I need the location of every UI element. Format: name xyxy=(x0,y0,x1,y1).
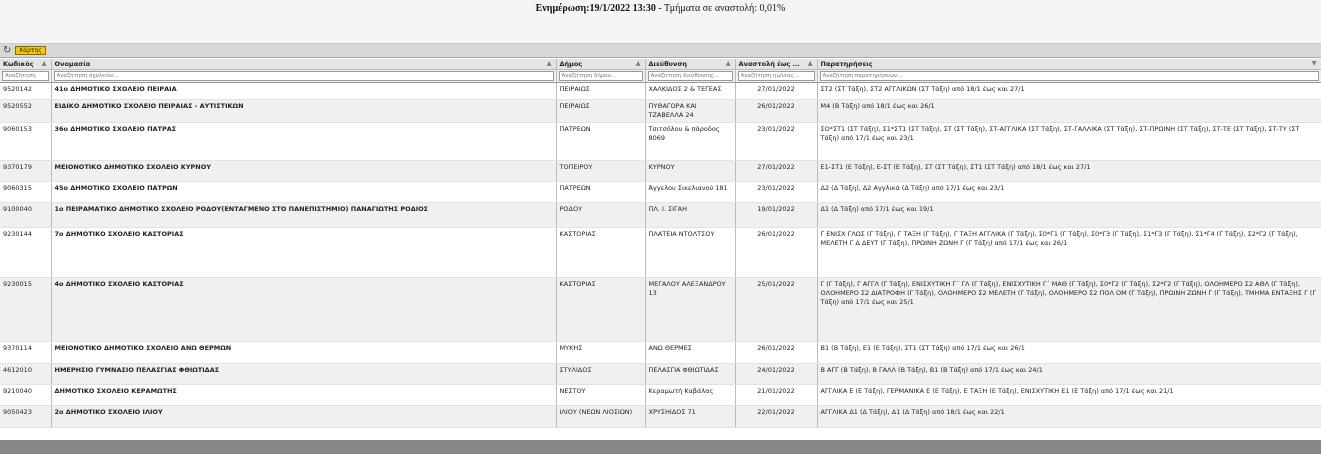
cell-address: ΧΑΛΚΙΔΟΣ 2 & ΤΕΓΕΑΣ xyxy=(645,83,735,100)
page-header xyxy=(0,0,1321,44)
date-filter-input[interactable] xyxy=(738,71,815,81)
cell-suspension-date: 23/01/2022 xyxy=(735,182,817,203)
sort-arrow-icon: ▲ xyxy=(725,60,731,67)
cell-code: 9370179 xyxy=(0,161,51,182)
cell-suspension-date: 25/01/2022 xyxy=(735,278,817,342)
cell-code: 9050423 xyxy=(0,406,51,428)
cell-suspension-date: 26/01/2022 xyxy=(735,342,817,364)
cell-school-name: 41ο ΔΗΜΟΤΙΚΟ ΣΧΟΛΕΙΟ ΠΕΙΡΑΙΑ xyxy=(51,83,556,100)
table-row[interactable] xyxy=(0,364,1321,385)
name-filter-input[interactable] xyxy=(54,71,554,81)
cell-address: ΧΡΥΣΗΙΔΟΣ 71 xyxy=(645,406,735,428)
cell-address: ΠΛ. Ι. ΣΙΓΑΗ xyxy=(645,203,735,228)
cell-code: 9520142 xyxy=(0,83,51,100)
cell-code: 9230144 xyxy=(0,228,51,278)
cell-school-name: ΜΕΙΟΝΟΤΙΚΟ ΔΗΜΟΤΙΚΟ ΣΧΟΛΕΙΟ ΚΥΡΝΟΥ xyxy=(51,161,556,182)
cell-notes: ΣΟ*ΣΤ1 (ΣΤ Τάξη), Σ1*ΣΤ1 (ΣΤ Τάξη), ΣΤ (ΣΤ Τάξη), ΣΤ-ΑΓΓΛΙΚΑ (ΣΤ Τάξη), ΣΤ-ΓΑΛΛΙΚΑ (ΣΤ Τάξη), ΣΤ-ΠΡΩΙΝΗ (ΣΤ Τάξη), ΣΤ-ΤΕ (ΣΤ Τάξη), ΣΤ-ΤΥ (ΣΤ Τάξη) από 17/1 έως και 23/1 xyxy=(817,123,1321,161)
cell-notes: ΑΓΓΛΙΚΑ Ε (Ε Τάξη), ΓΕΡΜΑΝΙΚΑ Ε (Ε Τάξη), Ε ΤΑΞΗ (Ε Τάξη), ΕΝΙΣΧΥΤΙΚΗ Ε1 (Ε Τάξη) από 17/1 έως και 21/1 xyxy=(817,385,1321,406)
table-row[interactable] xyxy=(0,228,1321,278)
cell-code: 9520552 xyxy=(0,100,51,123)
page-title xyxy=(0,3,1321,14)
cell-suspension-date: 22/01/2022 xyxy=(735,406,817,428)
cell-notes: Γ (Γ Τάξη), Γ ΑΓΓΛ (Γ Τάξη), ΕΝΙΣΧΥΤΙΚΗ Γ΄ ΓΛ (Γ Τάξη), ΕΝΙΣΧΥΤΙΚΗ Γ΄ ΜΑΘ (Γ Τάξη), Σ0*Γ2 (Γ Τάξη), Σ2*Γ2 (Γ Τάξη), ΟΛΟΗΜΕΡΟ Σ2 ΑΘΛ (Γ Τάξη), ΟΛΟΗΜΕΡΟ Σ2 ΔΙΑΤΡΟΦΗ (Γ Τάξη), ΟΛΟΗΜΕΡΟ Σ2 ΜΕΛΕΤΗ (Γ Τάξη), ΟΛΟΗΜΕΡΟ Σ2 ΠΟΛ ΟΜ (Γ Τάξη), ΠΡΩΙΝΗ ΖΩΝΗ Γ (Γ Τάξη), ΤΜΗΜΑ ΕΝΤΑΞΗΣ Γ (Γ Τάξη) από 17/1 έως και 25/1 xyxy=(817,278,1321,342)
table-row[interactable] xyxy=(0,203,1321,228)
cell-notes: Γ ΕΝΙΣΧ ΓΛΩΣ (Γ Τάξη), Γ ΤΑΞΗ (Γ Τάξη), Γ ΤΑΞΗ ΑΓΓΛΙΚΑ (Γ Τάξη), Σ0*Γ1 (Γ Τάξη), Σ0*Γ3 (Γ Τάξη), Σ1*Γ3 (Γ Τάξη), Σ1*Γ4 (Γ Τάξη), Σ2*Γ2 (Γ Τάξη), ΜΕΛΕΤΗ Γ Δ ΔΕΥΤ (Γ Τάξη), ΠΡΩΙΝΗ ΖΩΝΗ Γ (Γ Τάξη) από 17/1 έως και 26/1 xyxy=(817,228,1321,278)
column-header-address[interactable]: Διεύθυνση ▲ xyxy=(645,59,735,70)
table-row[interactable] xyxy=(0,342,1321,364)
notes-filter-input[interactable] xyxy=(820,71,1319,81)
cell-notes: Β1 (Β Τάξη), Ε1 (Ε Τάξη), ΣΤ1 (ΣΤ Τάξη) από 17/1 έως και 26/1 xyxy=(817,342,1321,364)
cell-suspension-date: 19/01/2022 xyxy=(735,203,817,228)
cell-municipality: ΙΛΙΟΥ (ΝΕΩΝ ΛΙΟΣΙΩΝ) xyxy=(556,406,645,428)
cell-suspension-date: 21/01/2022 xyxy=(735,385,817,406)
cell-suspension-date: 23/01/2022 xyxy=(735,123,817,161)
cell-municipality: ΠΕΙΡΑΙΩΣ xyxy=(556,83,645,100)
table-row[interactable] xyxy=(0,100,1321,123)
cell-notes: ΣΤ2 (ΣΤ Τάξη), ΣΤ2 ΑΓΓΛΙΚΩΝ (ΣΤ Τάξη) από 18/1 έως και 27/1 xyxy=(817,83,1321,100)
cell-notes: ΑΓΓΛΙΚΑ Δ1 (Δ Τάξη), Δ1 (Δ Τάξη) από 18/1 έως και 22/1 xyxy=(817,406,1321,428)
column-header-municipality[interactable]: Δήμος ▲ xyxy=(556,59,645,70)
cell-suspension-date: 27/01/2022 xyxy=(735,83,817,100)
cell-address: Κεραμωτή Καβάλας xyxy=(645,385,735,406)
cell-municipality: ΚΑΣΤΟΡΙΑΣ xyxy=(556,228,645,278)
cell-code: 9370114 xyxy=(0,342,51,364)
municipality-filter-input[interactable] xyxy=(559,71,643,81)
cell-code: 9060315 xyxy=(0,182,51,203)
cell-notes: Μ4 (Β Τάξη) από 18/1 έως και 26/1 xyxy=(817,100,1321,123)
column-header-suspension-until[interactable]: Αναστολή έως ... ▲ xyxy=(735,59,817,70)
column-header-notes[interactable]: Παρατηρήσεις ▼ xyxy=(817,59,1321,70)
schools-table xyxy=(0,59,1321,428)
code-filter-input[interactable] xyxy=(2,71,49,81)
cell-school-name: ΗΜΕΡΗΣΙΟ ΓΥΜΝΑΣΙΟ ΠΕΛΑΣΓΙΑΣ ΦΘΙΩΤΙΔΑΣ xyxy=(51,364,556,385)
cell-address: ΠΕΛΑΣΓΙΑ ΦΘΙΩΤΙΔΑΣ xyxy=(645,364,735,385)
table-row[interactable] xyxy=(0,123,1321,161)
sort-arrow-icon: ▼ xyxy=(1311,60,1317,67)
address-filter-input[interactable] xyxy=(648,71,733,81)
column-header-name[interactable]: Ονομασία ▲ xyxy=(51,59,556,70)
table-body xyxy=(0,83,1321,428)
cell-notes: Δ2 (Δ Τάξη), Δ2 Αγγλικά (Δ Τάξη) από 17/1 έως και 23/1 xyxy=(817,182,1321,203)
cell-address: ΠΥΘΑΓΟΡΑ ΚΑΙ ΤΖΑΒΕΛΛΑ 24 xyxy=(645,100,735,123)
cell-code: 9100040 xyxy=(0,203,51,228)
table-row[interactable] xyxy=(0,385,1321,406)
cell-school-name: ΕΙΔΙΚΟ ΔΗΜΟΤΙΚΟ ΣΧΟΛΕΙΟ ΠΕΙΡΑΙΑΣ - ΑΥΤΙΣΤΙΚΩΝ xyxy=(51,100,556,123)
cell-school-name: 36ο ΔΗΜΟΤΙΚΟ ΣΧΟΛΕΙΟ ΠΑΤΡΑΣ xyxy=(51,123,556,161)
cell-address: ΜΕΓΑΛΟΥ ΑΛΕΞΑΝΔΡΟΥ 13 xyxy=(645,278,735,342)
cell-code: 9060153 xyxy=(0,123,51,161)
table-row[interactable] xyxy=(0,161,1321,182)
cell-school-name: ΜΕΙΟΝΟΤΙΚΟ ΔΗΜΟΤΙΚΟ ΣΧΟΛΕΙΟ ΑΝΩ ΘΕΡΜΩΝ xyxy=(51,342,556,364)
map-button[interactable]: Χάρτης xyxy=(15,46,46,55)
grid-footer xyxy=(0,440,1321,454)
cell-municipality: ΜΥΚΗΣ xyxy=(556,342,645,364)
cell-code: 9230015 xyxy=(0,278,51,342)
cell-school-name: 2ο ΔΗΜΟΤΙΚΟ ΣΧΟΛΕΙΟ ΙΛΙΟΥ xyxy=(51,406,556,428)
update-timestamp: Ενημέρωση:19/1/2022 13:30 xyxy=(535,3,656,14)
cell-notes: Β ΑΓΓ (Β Τάξη), Β ΓΑΛΛ (Β Τάξη), Β1 (Β Τάξη) από 17/1 έως και 24/1 xyxy=(817,364,1321,385)
cell-address: Τσιτσόλου & πάροδος 8069 xyxy=(645,123,735,161)
grid-toolbar xyxy=(0,44,1321,58)
cell-municipality: ΠΑΤΡΕΩΝ xyxy=(556,182,645,203)
cell-municipality: ΣΤΥΛΙΔΟΣ xyxy=(556,364,645,385)
cell-municipality: ΠΑΤΡΕΩΝ xyxy=(556,123,645,161)
cell-municipality: ΠΕΙΡΑΙΩΣ xyxy=(556,100,645,123)
sort-arrow-icon: ▲ xyxy=(41,60,47,67)
cell-code: 4612010 xyxy=(0,364,51,385)
cell-notes: Δ1 (Δ Τάξη) από 17/1 έως και 19/1 xyxy=(817,203,1321,228)
cell-municipality: ΤΟΠΕΙΡΟΥ xyxy=(556,161,645,182)
cell-school-name: 45ο ΔΗΜΟΤΙΚΟ ΣΧΟΛΕΙΟ ΠΑΤΡΩΝ xyxy=(51,182,556,203)
cell-municipality: ΡΟΔΟΥ xyxy=(556,203,645,228)
table-row[interactable] xyxy=(0,278,1321,342)
cell-notes: Ε1-ΣΤ1 (Ε Τάξη), Ε-ΣΤ (Ε Τάξη), ΣΤ (ΣΤ Τάξη), ΣΤ1 (ΣΤ Τάξη) από 18/1 έως και 27/1 xyxy=(817,161,1321,182)
cell-school-name: ΔΗΜΟΤΙΚΟ ΣΧΟΛΕΙΟ ΚΕΡΑΜΩΤΗΣ xyxy=(51,385,556,406)
cell-municipality: ΝΕΣΤΟΥ xyxy=(556,385,645,406)
cell-address: ΚΥΡΝΟΥ xyxy=(645,161,735,182)
cell-suspension-date: 27/01/2022 xyxy=(735,161,817,182)
cell-school-name: 4ο ΔΗΜΟΤΙΚΟ ΣΧΟΛΕΙΟ ΚΑΣΤΟΡΙΑΣ xyxy=(51,278,556,342)
sort-arrow-icon: ▲ xyxy=(546,60,552,67)
cell-address: Άγγελου Σικελιανού 181 xyxy=(645,182,735,203)
cell-municipality: ΚΑΣΤΟΡΙΑΣ xyxy=(556,278,645,342)
table-row[interactable] xyxy=(0,406,1321,428)
column-header-code[interactable]: Κωδικός ▲ xyxy=(0,59,51,70)
refresh-icon[interactable]: ↻ xyxy=(3,45,12,56)
cell-code: 9210040 xyxy=(0,385,51,406)
sort-arrow-icon: ▲ xyxy=(807,60,813,67)
table-row[interactable] xyxy=(0,83,1321,100)
cell-suspension-date: 26/01/2022 xyxy=(735,228,817,278)
cell-suspension-date: 24/01/2022 xyxy=(735,364,817,385)
table-row[interactable] xyxy=(0,182,1321,203)
cell-school-name: 1ο ΠΕΙΡΑΜΑΤΙΚΟ ΔΗΜΟΤΙΚΟ ΣΧΟΛΕΙΟ ΡΟΔΟΥ(ΕΝΤΑΓΜΕΝΟ ΣΤΟ ΠΑΝΕΠΙΣΤΗΜΙΟ) ΠΑΝΑΓΙΩΤΗΣ ΡΟΔΙΟΣ xyxy=(51,203,556,228)
cell-address: ΠΛΑΤΕΙΑ ΝΤΟΛΤΣΟΥ xyxy=(645,228,735,278)
cell-school-name: 7ο ΔΗΜΟΤΙΚΟ ΣΧΟΛΕΙΟ ΚΑΣΤΟΡΙΑΣ xyxy=(51,228,556,278)
sort-arrow-icon: ▲ xyxy=(635,60,641,67)
suspension-percentage: - Τμήματα σε αναστολή: 0,01% xyxy=(655,3,786,14)
cell-address: ΑΝΩ ΘΕΡΜΕΣ xyxy=(645,342,735,364)
cell-suspension-date: 26/01/2022 xyxy=(735,100,817,123)
